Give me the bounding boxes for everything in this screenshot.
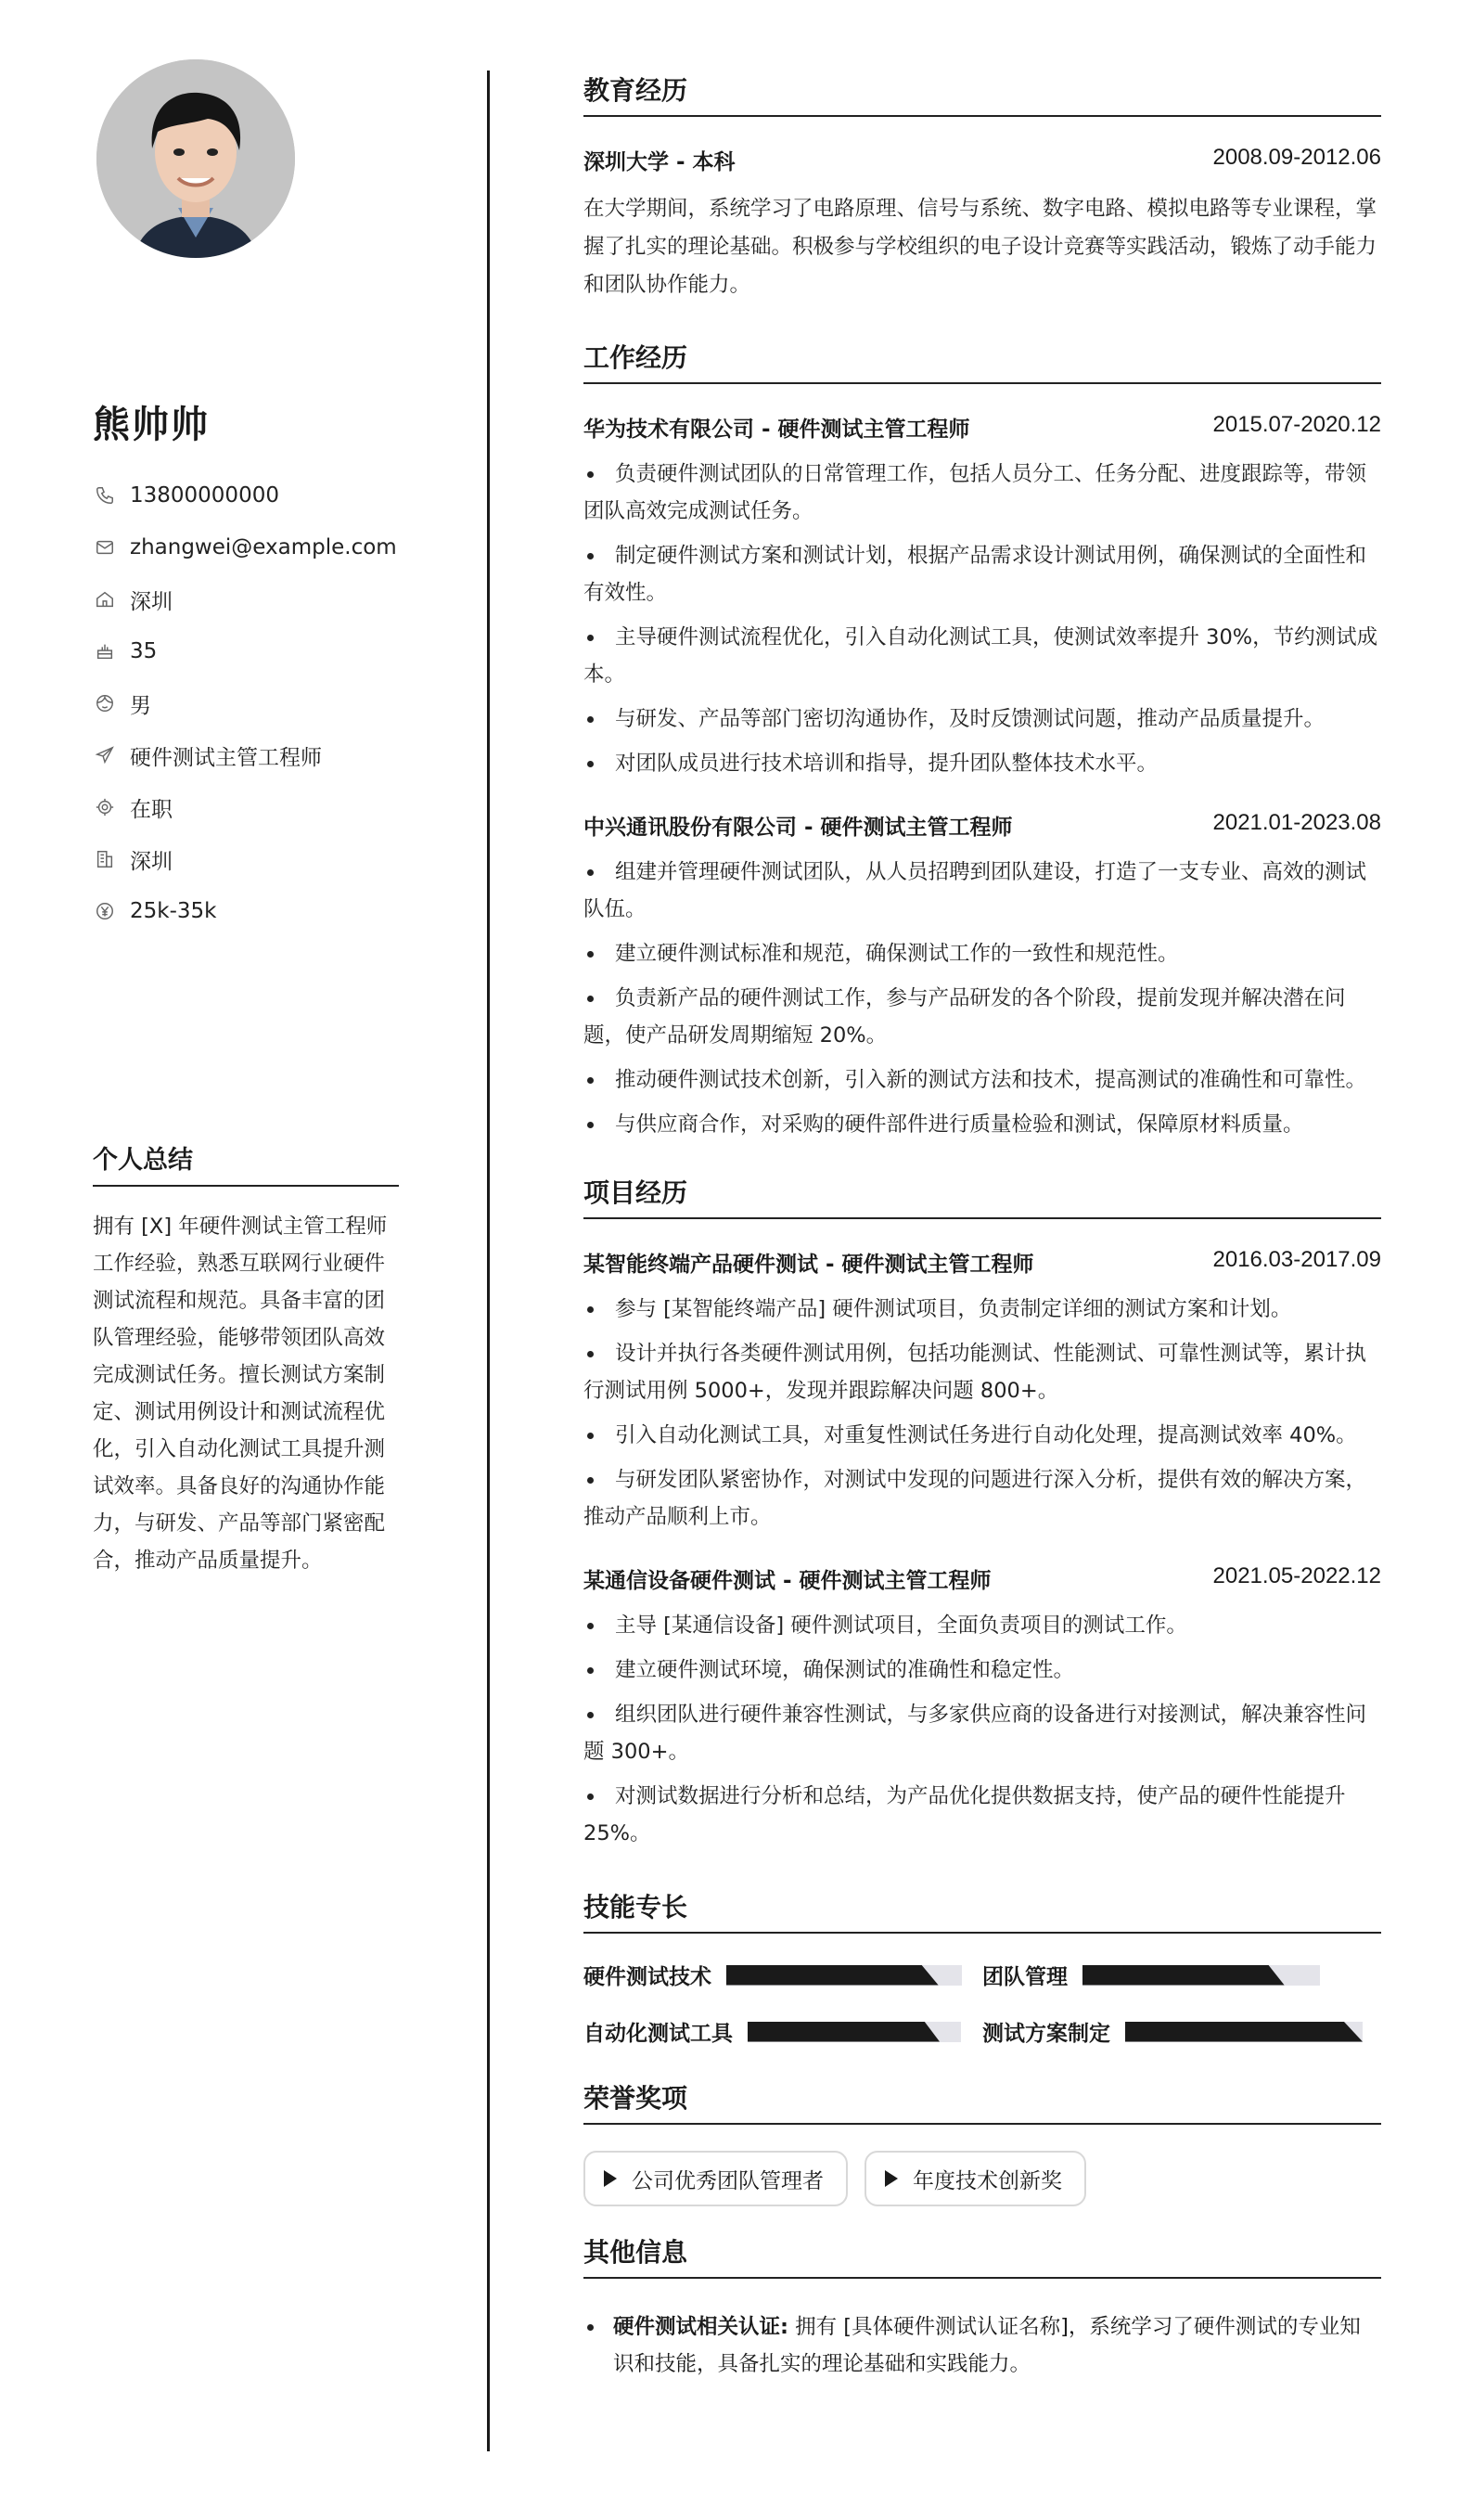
status-icon xyxy=(93,795,117,819)
job-bullets xyxy=(583,456,1381,782)
work-title: 工作经历 xyxy=(583,338,1381,384)
job-head xyxy=(583,412,1381,443)
skill-bar xyxy=(726,1965,962,1986)
contact-info-list xyxy=(93,469,399,937)
face-icon xyxy=(93,691,117,715)
education-title: 教育经历 xyxy=(583,71,1381,117)
award-label: 公司优秀团队管理者 xyxy=(632,2168,824,2193)
send-icon xyxy=(93,743,117,767)
other-title: 其他信息 xyxy=(583,2232,1381,2279)
skill-name: 硬件测试技术 xyxy=(583,1965,711,1989)
skill-name: 团队管理 xyxy=(982,1965,1068,1989)
project-title: 某通信设备硬件测试 - 硬件测试主管工程师 xyxy=(583,1569,992,1593)
skill-item xyxy=(982,2016,1381,2047)
summary-text: 拥有 [X] 年硬件测试主管工程师工作经验，熟悉互联网行业硬件测试流程和规范。具备丰富的团队管理经验，能够带领团队高效完成测试任务。擅长测试方案制定、测试用例设计和测试流程优化，引入自动化测试工具提升测试效率。具备良好的沟通协作能力，与研发、产品等部门紧密配合，推动产品质量提升。 xyxy=(93,1215,388,1573)
position-value: 硬件测试主管工程师 xyxy=(130,745,322,770)
list-item: 设计并执行各类硬件测试用例，包括功能测试、性能测试、可靠性测试等，累计执行测试用例 5000+，发现并跟踪解决问题 800+。 xyxy=(583,1335,1381,1409)
list-item: 与研发、产品等部门密切沟通协作，及时反馈测试问题，推动产品质量提升。 xyxy=(583,701,1381,738)
phone-icon xyxy=(93,483,117,508)
list-item: 建立硬件测试标准和规范，确保测试工作的一致性和规范性。 xyxy=(583,935,1381,972)
info-city xyxy=(93,573,399,625)
avatar-portrait xyxy=(96,59,295,258)
skills-grid xyxy=(583,1960,1381,2047)
skill-bar-fill xyxy=(748,2022,940,2042)
info-age xyxy=(93,625,399,677)
list-item: 参与 [某智能终端产品] 硬件测试项目，负责制定详细的测试方案和计划。 xyxy=(583,1291,1381,1328)
info-position xyxy=(93,729,399,781)
skill-name: 测试方案制定 xyxy=(982,2022,1110,2046)
list-item: 组建并管理硬件测试团队，从人员招聘到团队建设，打造了一支专业、高效的测试队伍。 xyxy=(583,854,1381,928)
main-content xyxy=(583,71,1381,2383)
info-status xyxy=(93,781,399,833)
list-item: 组织团队进行硬件兼容性测试，与多家供应商的设备进行对接测试，解决兼容性问题 300+。 xyxy=(583,1696,1381,1770)
list-item: 负责新产品的硬件测试工作，参与产品研发的各个阶段，提前发现并解决潜在问题，使产品研发周期缩短 20%。 xyxy=(583,980,1381,1054)
email-value: zhangwei@example.com xyxy=(130,535,397,559)
list-item: 制定硬件测试方案和测试计划，根据产品需求设计测试用例，确保测试的全面性和有效性。 xyxy=(583,537,1381,611)
info-phone xyxy=(93,469,399,521)
job-date: 2015.07-2020.12 xyxy=(1212,412,1381,437)
gender-value: 男 xyxy=(130,693,151,718)
summary-title: 个人总结 xyxy=(93,1139,399,1187)
building-icon xyxy=(93,847,117,871)
mail-icon xyxy=(93,535,117,559)
age-value: 35 xyxy=(130,639,158,663)
phone-value: 13800000000 xyxy=(130,483,279,508)
award-tag xyxy=(865,2151,1086,2206)
project-title: 某智能终端产品硬件测试 - 硬件测试主管工程师 xyxy=(583,1253,1034,1277)
status-value: 在职 xyxy=(130,797,173,822)
education-desc: 在大学期间，系统学习了电路原理、信号与系统、数字电路、模拟电路等专业课程，掌握了扎实的理论基础。积极参与学校组织的电子设计竞赛等实践活动，锻炼了动手能力和团队协作能力。 xyxy=(583,197,1377,297)
education-date: 2008.09-2012.06 xyxy=(1212,145,1381,170)
awards-list xyxy=(583,2151,1381,2206)
list-item: 引入自动化测试工具，对重复性测试任务进行自动化处理，提高测试效率 40%。 xyxy=(583,1417,1381,1454)
job-date: 2021.01-2023.08 xyxy=(1212,810,1381,835)
work-city-value: 深圳 xyxy=(130,849,173,874)
skill-item xyxy=(982,1960,1381,1990)
list-item: 建立硬件测试环境，确保测试的准确性和稳定性。 xyxy=(583,1652,1381,1689)
list-item: 主导硬件测试流程优化，引入自动化测试工具，使测试效率提升 30%，节约测试成本。 xyxy=(583,619,1381,693)
candidate-name: 熊帅帅 xyxy=(93,404,210,446)
skills-title: 技能专长 xyxy=(583,1887,1381,1934)
play-icon xyxy=(885,2170,898,2187)
city-value: 深圳 xyxy=(130,589,173,614)
column-divider xyxy=(487,71,490,2451)
award-label: 年度技术创新奖 xyxy=(913,2168,1062,2193)
skill-item xyxy=(583,1960,982,1990)
project-head xyxy=(583,1247,1381,1278)
play-icon xyxy=(604,2170,617,2187)
list-item: 负责硬件测试团队的日常管理工作，包括人员分工、任务分配、进度跟踪等，带领团队高效完成测试任务。 xyxy=(583,456,1381,530)
skill-item xyxy=(583,2016,982,2047)
project-head xyxy=(583,1563,1381,1594)
job-title: 中兴通讯股份有限公司 - 硬件测试主管工程师 xyxy=(583,816,1013,840)
list-item: 与供应商合作，对采购的硬件部件进行质量检验和测试，保障原材料质量。 xyxy=(583,1106,1381,1143)
job-title: 华为技术有限公司 - 硬件测试主管工程师 xyxy=(583,418,970,442)
project-bullets xyxy=(583,1291,1381,1536)
list-item: 主导 [某通信设备] 硬件测试项目，全面负责项目的测试工作。 xyxy=(583,1607,1381,1644)
info-email xyxy=(93,521,399,573)
info-gender xyxy=(93,677,399,729)
skill-bar xyxy=(1082,1965,1320,1986)
job-head xyxy=(583,810,1381,841)
other-text: 拥有 [具体硬件测试认证名称]，系统学习了硬件测试的专业知识和技能，具备扎实的理论基础和实践能力。 xyxy=(613,2315,1361,2376)
list-item: 推动硬件测试技术创新，引入新的测试方法和技术，提高测试的准确性和可靠性。 xyxy=(583,1061,1381,1099)
skill-name: 自动化测试工具 xyxy=(583,2022,733,2046)
skill-bar-fill xyxy=(1082,1965,1285,1986)
project-date: 2021.05-2022.12 xyxy=(1212,1563,1381,1588)
other-label: 硬件测试相关认证: xyxy=(613,2315,788,2339)
education-head xyxy=(583,145,1381,175)
job-bullets xyxy=(583,854,1381,1143)
yuan-icon xyxy=(93,899,117,923)
info-work-city xyxy=(93,833,399,885)
skill-bar-fill xyxy=(726,1965,939,1986)
list-item: 对测试数据进行分析和总结，为产品优化提供数据支持，使产品的硬件性能提升 25%。 xyxy=(583,1778,1381,1852)
other-info-item xyxy=(583,2308,1381,2383)
avatar xyxy=(96,59,295,258)
skill-bar xyxy=(1125,2022,1363,2042)
project-date: 2016.03-2017.09 xyxy=(1212,1247,1381,1272)
cake-icon xyxy=(93,639,117,663)
skill-bar-fill xyxy=(1125,2022,1363,2042)
skill-bar xyxy=(748,2022,961,2042)
award-tag xyxy=(583,2151,848,2206)
list-item: 与研发团队紧密协作，对测试中发现的问题进行深入分析，提供有效的解决方案，推动产品顺利上市。 xyxy=(583,1461,1381,1536)
salary-value: 25k-35k xyxy=(130,899,217,923)
list-item: 对团队成员进行技术培训和指导，提升团队整体技术水平。 xyxy=(583,745,1381,782)
home-icon xyxy=(93,587,117,611)
school-name: 深圳大学 - 本科 xyxy=(583,150,736,174)
projects-title: 项目经历 xyxy=(583,1173,1381,1219)
info-salary xyxy=(93,885,399,937)
project-bullets xyxy=(583,1607,1381,1852)
awards-title: 荣誉奖项 xyxy=(583,2078,1381,2125)
